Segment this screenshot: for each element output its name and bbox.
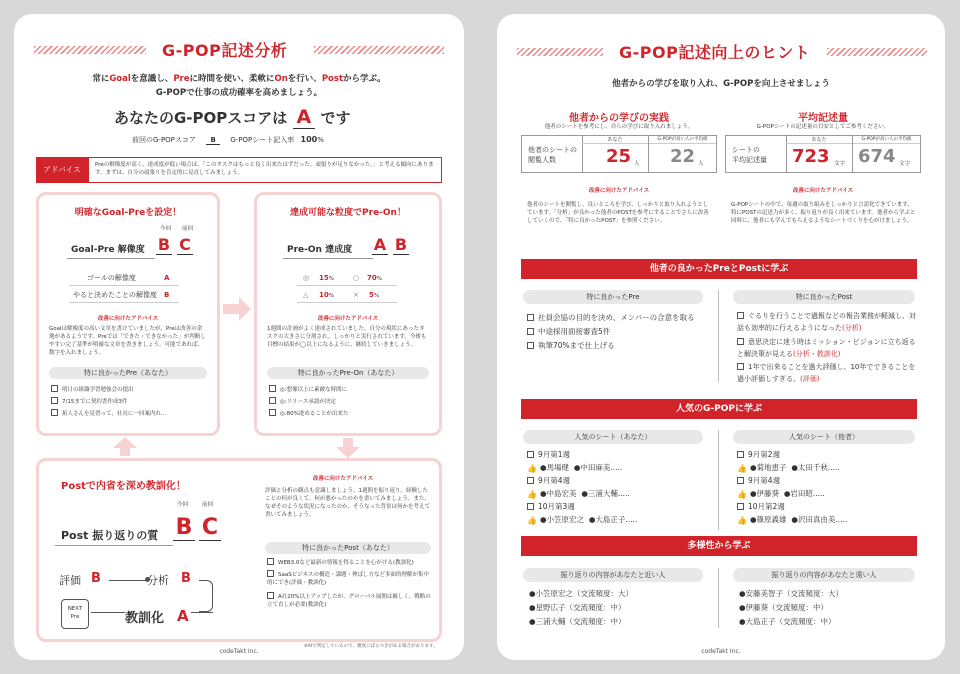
arrow-up-icon [120, 448, 130, 456]
footer: codeTakt Inc. [219, 648, 259, 655]
section-header: 人気のG-POPに学ぶ [521, 399, 917, 419]
on-grade-now: A [373, 235, 387, 254]
list-item: 中途採用面接審査5件 [527, 325, 610, 338]
post-grade-prev: C [199, 515, 221, 541]
on-good-title: 特に良かったPre-On（あなた） [267, 367, 429, 379]
thumbs-up-icon: 👍 [527, 516, 537, 525]
footnote: ※AIで判定しているので、精度にばらつきがある場合があります。 [304, 644, 438, 649]
pre-on-box: 達成可能な粒度でPre-On！ Pre-On 達成度 A B ◎ 15% ○ 70% △ 10% × 5% 改善に向けたアドバイス 1週間の計画がよく達成されていました。自分の現状にあったタスクの大きさに分割され、しっかりと実行されています。今後も目標の結果が◯以上になるように、継続していきましょう。 特に良かったPre-On（あなた） ◎:想像以上に素敵な時間に ◎:リリース承認が決定 ◎:80%進めることが出来た [254, 192, 442, 436]
list-item: 1年で出来ることを過大評価し、10年でできることを過小評価しすぎる。(評価) [737, 363, 916, 383]
list-item: WEB3.0など最新の情報を得ることを心がける(教訓化) [267, 558, 431, 567]
list-item: 👍 ●菊地恵子 ●太田千秋..... [737, 463, 840, 473]
list-item: ●伊藤葵（交流頻度：中） [739, 603, 829, 612]
section-header: 他者の良かったPreとPostに学ぶ [521, 259, 917, 279]
arrow-up-icon [113, 437, 137, 448]
list-item: ●大島正子（交流頻度：中） [739, 617, 836, 626]
list-item: 👍 ●小笠原宏之 ●大島正子..... [527, 515, 638, 525]
title-decoration [517, 48, 603, 56]
goal-title: 明確なGoal-Preを設定！ [74, 208, 182, 218]
list-item: 👍 ●伊藤葵 ●岩田昭..... [737, 489, 825, 499]
arrow-right-icon [239, 297, 251, 321]
intro-line-1: 常にGoalを意識し、Preに時間を使い、柔軟にOnを行い、Postから学ぶ。 [92, 74, 386, 84]
thumbs-up-icon: 👍 [737, 464, 747, 473]
post-box: Postで内省を深め教訓化！ 今回 前回 Post 振り返りの質 B C 評価 B 分析 B NEXT Pre 教訓化 A 改善に向けたアドバイス 評価と分析の観点も意識しましょう。1週間を振り返り、経験したことの何が良くて、何が悪かったのかを書いてみましょう。また、なぜそのような状況になったのか、そうなった背景は何かを考えて書いてみましょう。 特に良かったPost（あなた） WEB3.0など最新の情報を得ることを心がける(教訓化) SaaSビジネスの構造・課題・伸ばし方など多面的理解が集中的にでき(評価・教訓化) A社20%以上アップしたが、グローバル展開は厳しく、戦略の立て直しが必要(教訓化) [36, 458, 442, 642]
title-decoration [314, 46, 444, 54]
thumbs-up-icon: 👍 [527, 490, 537, 499]
list-item: ◎:80%進めることが出来た [269, 409, 348, 418]
list-item: A社20%以上アップしたが、グローバル展開は厳しく、戦略の立て直しが必要(教訓化) [267, 594, 431, 608]
post-good-title: 特に良かったPost（あなた） [265, 542, 431, 554]
section-header: 多様性から学ぶ [521, 536, 917, 556]
thumbs-up-icon: 👍 [737, 490, 747, 499]
goal-good-title: 特に良かったPre（あなた） [49, 367, 207, 379]
goal-grade-now: B [157, 235, 171, 254]
practice-stat-box: 他者のシートの 閲覧人数 あなた 25 人 G-POPが高い人の平均値 22 人 [521, 135, 717, 173]
list-item: 9月第1週 [527, 448, 570, 461]
on-label: Pre-On 達成度 [287, 245, 353, 255]
list-item: ぐるりを行うことで過報などの報告業務が軽減し、対話も効率的に行えるようになった(分析) [737, 312, 916, 332]
list-item: 9月第2週 [737, 448, 780, 461]
list-item: 10月第3週 [527, 500, 575, 513]
page-title: G-POP記述向上のヒント [619, 43, 811, 62]
right-page: G-POP記述向上のヒント 他者からの学びを取り入れ、G-POPを向上させましょう 他者からの学びの実践 他者のシートを参考にし、自らの学びに取り入れましょう。 他者のシートの 閲覧人数 あなた 25 人 G-POPが高い人の平均値 22 人 改善に向けたアドバイス 他者のシートを閲覧し、良いところを学び、しっかりと取り入れようとしています。「分析」が良かった他者のPOSTを参考にすることでさらに改善していくので、「特に良かったPOST」を参照ください。 平均記述量 G-POPシートの記述量の目安としてご参考ください。 シートの 平均記述量 あなた 723 文字 G-POPが高い人の平均値 674 文字 改善に向けたアドバイス G-POPシートの中で、毎週の取り組みをしっかりと言語化できています。特にPOSTの記述力が多く、振り返りが良く出来ています。他者から学ぶと同時に、他者にも学んでもらえるようなシートづくりを心がけましょう。 他者の良かったPreとPostに学ぶ 特に良かったPre 特に良かったPost 社員会協の目的を決め、メンバーの合意を取る 中途採用面接審査5件 執筆70%まで仕上げる ぐるりを行うことで過報などの報告業務が軽減し、対話も効率的に行えるようになった(分析) 意思決定に迷う時はミッション・ビジョンに立ち返ると解決策が見える(分析・教訓化) 1年で出来ることを過大評価し、10年でできることを過小評価しすぎる。(評価) 人気のG-POPに学ぶ 人気のシート（あなた） 人気のシート（他者） 9月第1週 👍 ●馬場健 ●中田麻美..... 9月第4週 👍 ●中島宏美 ●三浦大輔..... 10月第3週 👍 ●小笠原宏之 ●大島正子..... 9月第2週 👍 ●菊地恵子 ●太田千秋..... 9月第4週 👍 ●伊藤葵 ●岩田昭..... 10月第2週 👍 ●篠原義雄 ●沢田真由美..... 多様性から学ぶ 振り返りの内容があなたと近い人 振り返りの内容があなたと遠い人 ●小笠原宏之（交流頻度：大） ●星野広子（交流頻度：中） ●三浦大輔（交流頻度：中） ●安藤美智子（交流頻度：大） ●伊藤葵（交流頻度：中） ●大島正子（交流頻度：中） codeTakt Inc. [497, 14, 945, 660]
post-title: Postで内省を深め教訓化！ [61, 481, 186, 492]
list-item: 拓人さんを見習って、社長に一回案内れ... [51, 409, 166, 418]
left-page [14, 14, 464, 660]
goal-label: Goal-Pre 解像度 [71, 245, 145, 255]
intro-line-2: G-POPで仕事の成功確率を高めましょう。 [155, 88, 323, 98]
advice-box [88, 157, 442, 183]
title-decoration [34, 46, 146, 54]
advice-text: Preの解像度が高く、達成度が低い場合は、「このタスクはもっと良く出来たはずだった。頑張りが足りなかった。」と考える傾向にあります。まずは、自分の頑張りを肯定的に見直してみましょう。 [95, 162, 434, 176]
list-item: 意思決定に迷う時はミッション・ビジョンに立ち返ると解決策が見える(分析・教訓化) [737, 338, 916, 358]
list-item: ◎:想像以上に素敵な時間に [269, 385, 347, 394]
volume-stat-box: シートの 平均記述量 あなた 723 文字 G-POPが高い人の平均値 674 文字 [725, 135, 921, 173]
list-item: ●三浦大輔（交流頻度：中） [529, 617, 626, 626]
list-item: ●小笠原宏之（交流頻度：大） [529, 589, 634, 598]
page-title: G-POP記述分析 [162, 41, 288, 60]
goal-grade-prev: C [177, 235, 193, 255]
footer: codeTakt Inc. [701, 648, 741, 655]
on-grade-prev: B [394, 235, 408, 254]
list-item: SaaSビジネスの構造・課題・伸ばし方など多面的理解が集中的にでき(評価・教訓化) [267, 572, 430, 586]
arrow-down-icon [336, 447, 360, 458]
list-item: 執筆70%まで仕上げる [527, 339, 615, 352]
list-item: 9月第4週 [737, 474, 780, 487]
list-item: 👍 ●篠原義雄 ●沢田真由美..... [737, 515, 848, 525]
list-item: 社員会協の目的を決め、メンバーの合意を取る [527, 311, 695, 324]
post-label: Post 振り返りの質 [61, 529, 159, 542]
advice-label: アドバイス [36, 157, 88, 183]
goal-pre-box: 明確なGoal-Preを設定！ 今回 前回 Goal-Pre 解像度 B C ゴールの解像度 A やると決めたことの解像度 B 改善に向けたアドバイス Goalは解像度の高い文章を書けていましたが、Preは改善の余地があるようです。Preでは「できた・できなかった」が判断しやすい完了基準が明確な文章を書きましょう。可能であれば、数字を入れましょう。 特に良かったPre（あなた） 明日の組織学習勉強会の提出 7/15までに契約書作成3件 拓人さんを見習って、社長に一回案内れ... [36, 192, 220, 436]
title-decoration [827, 48, 927, 56]
on-title: 達成可能な粒度でPre-On！ [290, 208, 406, 218]
thumbs-up-icon: 👍 [737, 516, 747, 525]
list-item: ●安藤美智子（交流頻度：大） [739, 589, 844, 598]
score-value: A [293, 106, 316, 129]
list-item: 👍 ●馬場健 ●中田麻美..... [527, 463, 623, 473]
list-item: ●星野広子（交流頻度：中） [529, 603, 626, 612]
post-grade-now: B [173, 515, 195, 541]
thumbs-up-icon: 👍 [527, 464, 537, 473]
score-meta: 前回のG-POPスコア B G-POPシート記入率 100% [132, 135, 324, 144]
score-heading: あなたのG-POPスコアは A です [114, 106, 351, 128]
list-item: 7/15までに契約書作成3件 [51, 397, 127, 406]
list-item: 9月第4週 [527, 474, 570, 487]
list-item: ◎:リリース承認が決定 [269, 397, 336, 406]
list-item: 10月第2週 [737, 500, 785, 513]
list-item: 👍 ●中島宏美 ●三浦大輔..... [527, 489, 630, 499]
list-item: 明日の組織学習勉強会の提出 [51, 385, 134, 394]
page-subtitle: 他者からの学びを取り入れ、G-POPを向上させましょう [612, 79, 830, 89]
next-pre-badge: NEXT Pre [61, 599, 89, 629]
